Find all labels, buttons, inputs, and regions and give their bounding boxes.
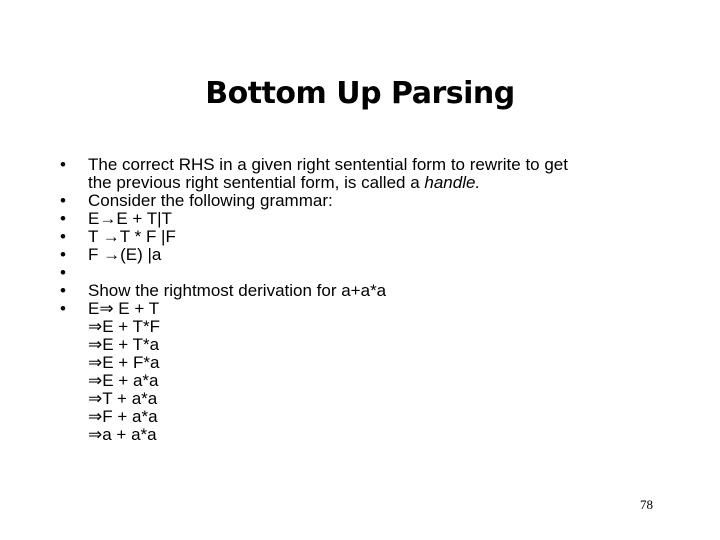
bullet-dot: • (60, 299, 66, 318)
bullet-item-empty (58, 264, 678, 282)
bullet-dot: • (60, 209, 66, 228)
grammar-rule-t: T →T * F |F (88, 227, 176, 246)
derivation-step: ⇒E + T*F (88, 317, 161, 336)
derivation-start: E⇒ E + T (88, 299, 160, 318)
derivation-step: ⇒T + a*a (88, 389, 158, 408)
bullet-text-continued: the previous right sentential form, is called a (88, 173, 425, 192)
bullet-item (58, 246, 678, 264)
bullet-item (58, 210, 678, 228)
derivation-step: ⇒E + F*a (88, 353, 160, 372)
bullet-dot: • (60, 281, 66, 300)
bullet-item (58, 192, 678, 210)
derivation-step: ⇒E + a*a (88, 371, 159, 390)
grammar-rule-e: E→E + T|T (88, 209, 172, 228)
bullet-text: Show the rightmost derivation for a+a*a (88, 281, 387, 300)
bullet-dot: • (60, 191, 66, 210)
bullet-item (58, 228, 678, 246)
bullet-item (58, 156, 678, 192)
bullet-dot: • (60, 155, 66, 174)
handle-term: handle. (424, 173, 481, 192)
bullet-dot: • (60, 245, 66, 264)
derivation-step: ⇒F + a*a (88, 407, 158, 426)
bullet-text: The correct RHS in a given right sentential form to rewrite to get (88, 155, 568, 174)
bullet-item (58, 282, 678, 300)
bullet-list (58, 156, 678, 444)
derivation-step: ⇒E + T*a (88, 335, 160, 354)
bullet-text: Consider the following grammar: (88, 191, 333, 210)
bullet-dot: • (60, 263, 66, 282)
page-number: 78 (640, 497, 653, 512)
derivation-step: ⇒a + a*a (88, 425, 157, 444)
grammar-rule-f: F →(E) |a (88, 245, 162, 264)
bullet-item (58, 300, 678, 318)
bullet-dot: • (60, 227, 66, 246)
slide-title: Bottom Up Parsing (205, 76, 515, 111)
